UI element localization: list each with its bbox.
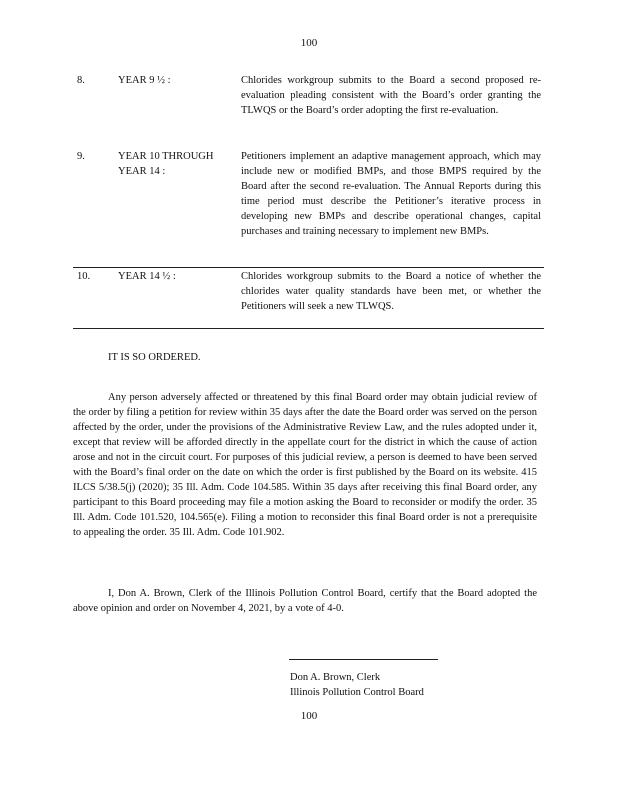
signatory-name: Don A. Brown, Clerk bbox=[290, 672, 381, 683]
page-number-top: 100 bbox=[300, 37, 318, 49]
signature-line bbox=[289, 659, 438, 660]
table-divider bbox=[73, 267, 544, 268]
schedule-row-year: YEAR 9 ½ : bbox=[118, 75, 171, 86]
schedule-row-year: YEAR 10 THROUGH YEAR 14 : bbox=[118, 151, 214, 177]
judicial-review-paragraph: Any person adversely affected or threatened by this final Board order may obtain judicial review of the order by filing a petition for review within 35 days after the date the Board order was served on the person affected by the order, under the provisions of the Administrative Review Law, and the rules adopted under it, except that review will be afforded directly in the appellate court for the district in which the cause of action arose and not in the circuit court. For purposes of this judicial review, a person is deemed to have been served with the Board’s final order on the date on which the order is first published by the Board on its website. 415 ILCS 5/38.5(j) (2020); 35 Ill. Adm. Code 104.585. Within 35 days after receiving this final Board order, any participant to this Board proceeding may file a motion asking the Board to reconsider or modify the order. 35 Ill. Adm. Code 101.520, 104.565(e). Filing a motion to reconsider this final Board order is not a prerequisite to appealing the order. 35 Ill. Adm. Code 101.902. bbox=[73, 392, 537, 538]
schedule-row-description: Chlorides workgroup submits to the Board a notice of whether the chlorides water quality standards have been met, or whether the Petitioners will seek a new TLWQS. bbox=[241, 271, 541, 312]
schedule-row-description: Chlorides workgroup submits to the Board a second proposed re-evaluation pleading consistent with the Board’s order granting the TLWQS or the Board’s order adopting the first re-evaluation. bbox=[241, 75, 541, 116]
clerk-certification-paragraph: I, Don A. Brown, Clerk of the Illinois Pollution Control Board, certify that the Board adopted the above opinion and order on November 4, 2021, by a vote of 4-0. bbox=[73, 588, 537, 614]
signatory-title: Illinois Pollution Control Board bbox=[290, 687, 424, 698]
page-number-bottom: 100 bbox=[300, 710, 318, 722]
schedule-row-number: 10. bbox=[77, 271, 91, 282]
table-bottom-rule bbox=[73, 328, 544, 329]
schedule-row-description: Petitioners implement an adaptive management approach, which may include new or modified BMPs, and those BMPS required by the Board after the second re-evaluation. The Annual Reports during this time period must describe the Petitioner’s iterative process in developing new BMPs and describe operational changes, capital purchases and training necessary to implement new BMPs. bbox=[241, 151, 541, 237]
schedule-row-year: YEAR 14 ½ : bbox=[118, 271, 176, 282]
so-ordered-heading: IT IS SO ORDERED. bbox=[108, 352, 201, 363]
schedule-row-number: 8. bbox=[77, 75, 85, 86]
schedule-row-number: 9. bbox=[77, 151, 85, 162]
